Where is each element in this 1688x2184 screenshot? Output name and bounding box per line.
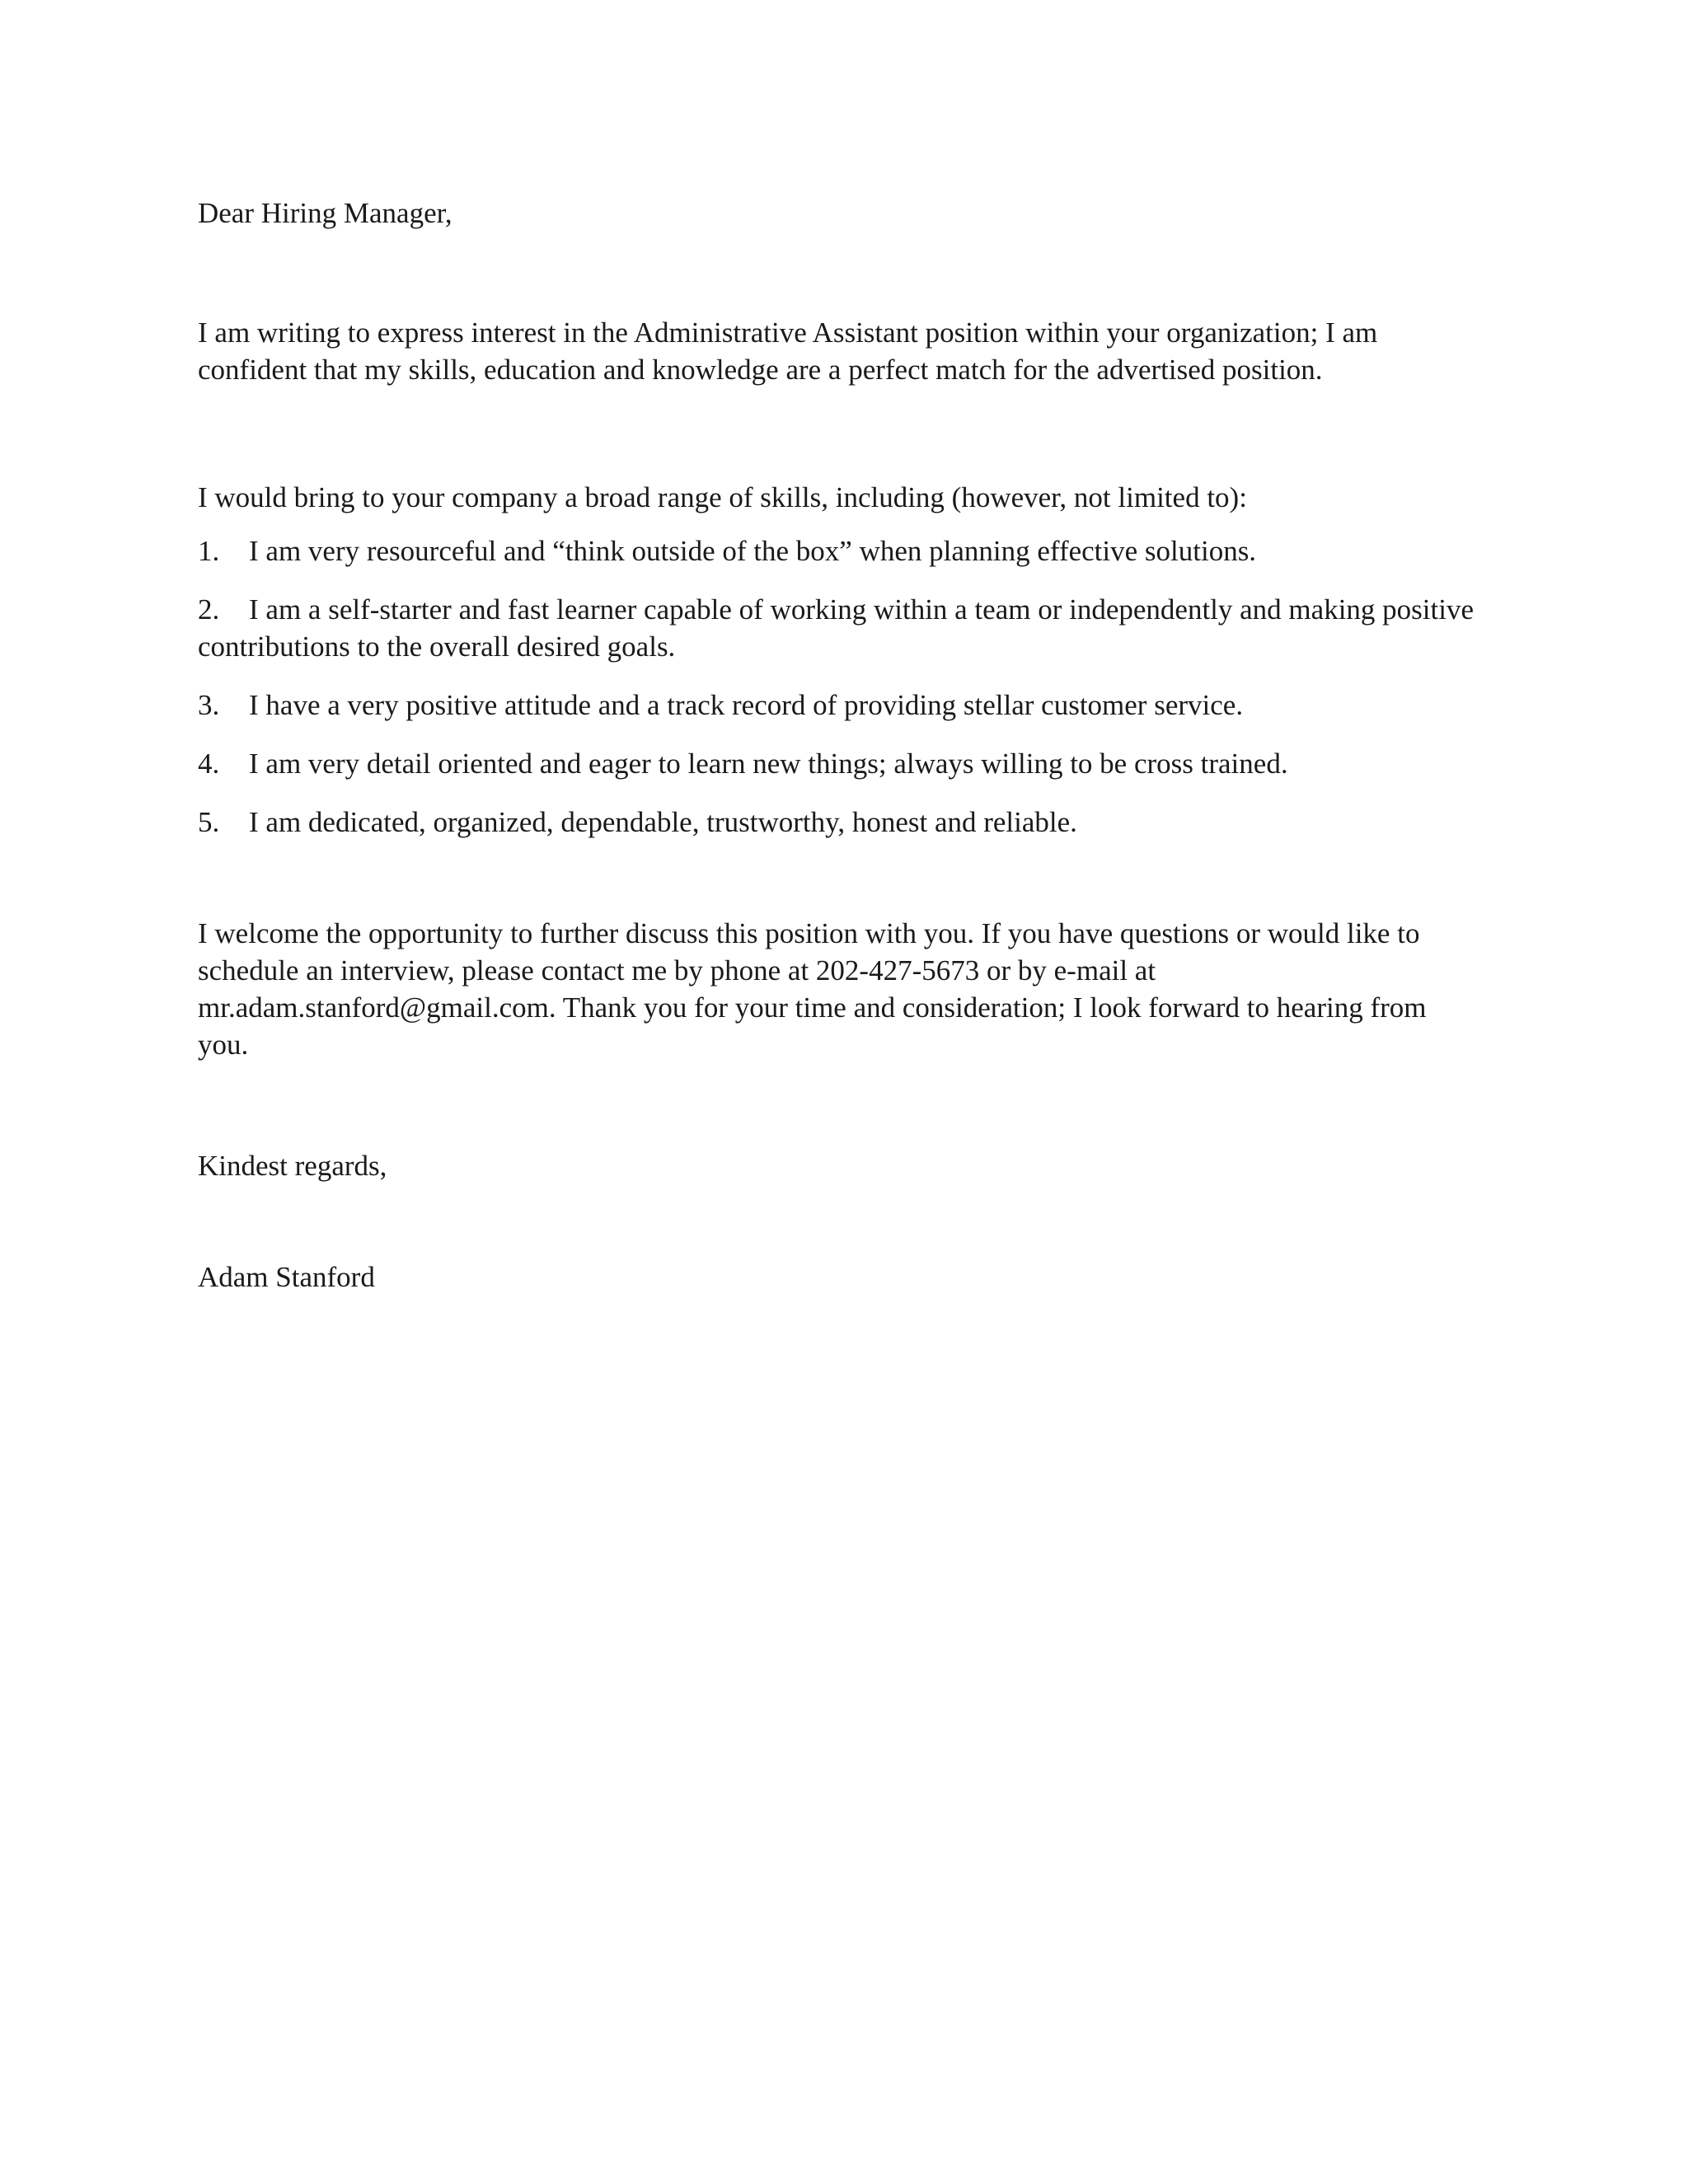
list-item-number: 5.: [198, 806, 220, 838]
closing-paragraph: I welcome the opportunity to further discuss this position with you. If you have questions or would like to schedule an interview, please contact me by phone at 202-427-5673 or by e-mail at mr.adam.stanford@gmail.com. Thank you for your time and consideration; I look forward to hearing from you.: [198, 917, 1427, 1061]
list-item-text: I am dedicated, organized, dependable, trustworthy, honest and reliable.: [249, 806, 1077, 838]
list-item: [198, 591, 1484, 665]
signature-name: Adam Stanford: [198, 1261, 375, 1293]
list-item-number: 2.: [198, 593, 220, 626]
list-item: [198, 532, 1484, 569]
skills-intro-paragraph: I would bring to your company a broad range of skills, including (however, not limited to):: [198, 481, 1247, 513]
greeting: Dear Hiring Manager,: [198, 197, 452, 229]
signoff: Kindest regards,: [198, 1150, 387, 1182]
list-item: [198, 804, 1484, 841]
intro-paragraph: I am writing to express interest in the Administrative Assistant position within your organization; I am confident that my skills, education and knowledge are a perfect match for the advertised position.: [198, 316, 1378, 386]
list-item: [198, 687, 1484, 724]
list-item-text: I am very detail oriented and eager to learn new things; always willing to be cross trained.: [249, 748, 1288, 780]
list-item-text: I have a very positive attitude and a track record of providing stellar customer service.: [249, 689, 1244, 721]
list-item-text: I am a self-starter and fast learner capable of working within a team or independently and making positive contributions to the overall desired goals.: [198, 593, 1474, 663]
list-item: [198, 745, 1484, 782]
cover-letter: [198, 194, 1484, 1296]
list-item-number: 4.: [198, 748, 220, 780]
skills-list: [198, 532, 1484, 841]
list-item-number: 3.: [198, 689, 220, 721]
list-item-text: I am very resourceful and “think outside of the box” when planning effective solutions.: [249, 535, 1257, 567]
list-item-number: 1.: [198, 535, 220, 567]
